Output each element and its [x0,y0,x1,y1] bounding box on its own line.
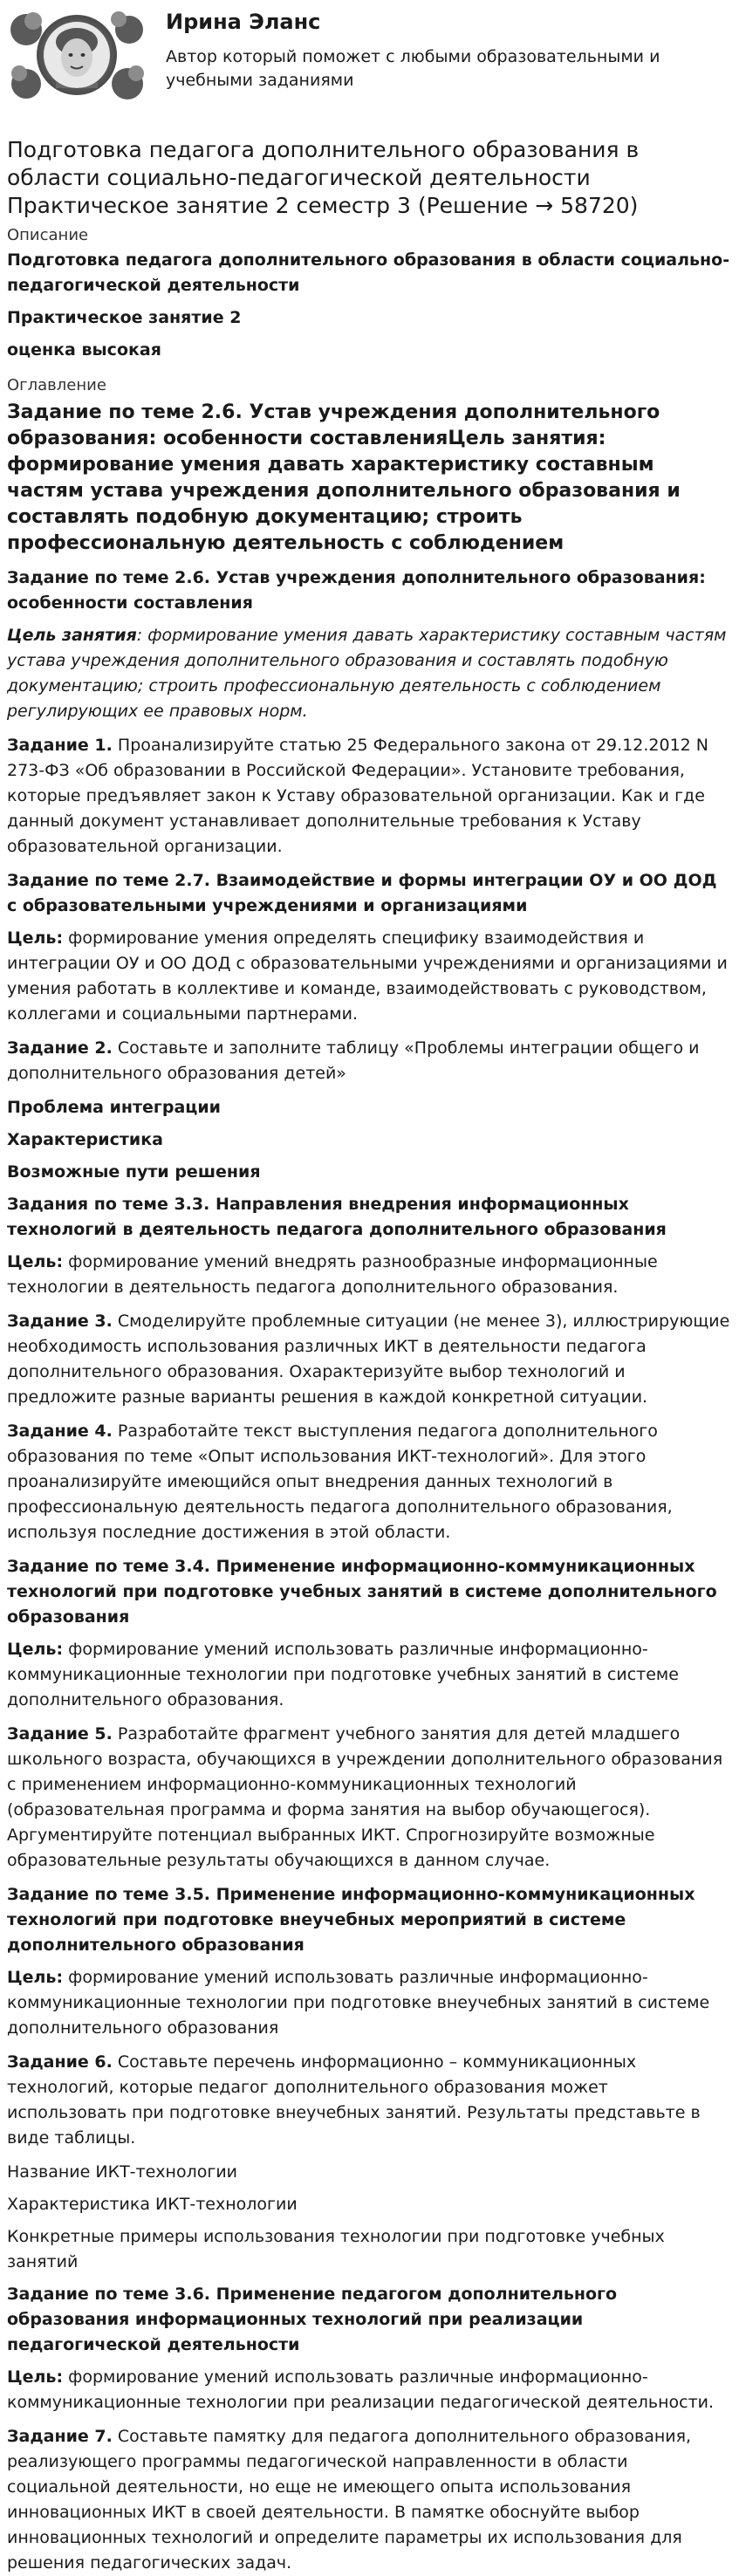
goal-paragraph-3-6 [7,2365,731,2415]
author-description: Автор который поможет с любыми образовательными и учебными заданиями [166,47,660,90]
toc-heading[interactable]: Задание по теме 2.6. Устав учреждения дополнительного образования: особенности составленияЦель занятия: формирование умения давать характеристику составным частям устава учреждения дополнительного образования и составлять подобную документацию; строить профессиональную деятельность с соблюдением [7,401,681,554]
goal-paragraph-2-6 [7,623,731,724]
task-3-text: Смоделируйте проблемные ситуации (не менее 3), иллюстрирующие необходимость использования различных ИКТ в деятельности педагога дополнительного образования. Охарактеризуйте выбор технологий и предложите разные варианты решения в каждой конкретной ситуации. [7,1312,730,1407]
task-heading-2-7: Задание по теме 2.7. Взаимодействие и формы интеграции ОУ и ОО ДОД с образовательными учреждениями и организациями [7,871,717,915]
task-1-label: Задание 1. [7,736,113,755]
description-label: Описание [7,226,89,244]
task-6-label: Задание 6. [7,2052,113,2072]
goal-paragraph-3-5 [7,1965,731,2041]
table-col-3: Возможные пути решения [7,1162,261,1182]
description-line-2: Практическое занятие 2 [7,308,242,327]
description-line-3: оценка высокая [7,340,161,360]
toc-label: Оглавление [7,376,106,394]
goal-text: формирование умений внедрять разнообразные информационные технологии в деятельность педагога дополнительного образования. [7,1252,658,1297]
task-2-text: Составьте и заполните таблицу «Проблемы интеграции общего и дополнительного образования детей» [7,1038,700,1083]
table2-col-3: Конкретные примеры использования технологии при подготовке учебных занятий [7,2227,665,2271]
task-6-text: Составьте перечень информационно – коммуникационных технологий, которые педагог дополнительного образования может использовать при подготовке внеучебных занятий. Результаты представьте в виде таблицы. [7,2052,701,2148]
goal-label: Цель: [7,928,64,948]
goal-label: Цель: [7,1252,64,1271]
task-7-label: Задание 7. [7,2427,113,2446]
task-heading-3-6: Задание по теме 3.6. Применение педагогом дополнительного образования информационных технологий при реализации педагогической деятельности [7,2285,618,2354]
task-heading-3-4: Задание по теме 3.4. Применение информационно-коммуникационных технологий при подготовке учебных занятий в системе дополнительного образования [7,1557,717,1627]
description-line-1: Подготовка педагога дополнительного образования в области социально-педагогической деятельности [7,250,730,295]
table2-col-2: Характеристика ИКТ-технологии [7,2195,298,2214]
goal-paragraph-3-3 [7,1250,731,1300]
goal-text: формирование умений использовать различные информационно-коммуникационные технологии при подготовке внеучебных занятий в системе дополнительного образования [7,1968,710,2038]
table-col-2: Характеристика [7,1130,163,1149]
avatar-icon [7,7,147,103]
task-5-text: Разработайте фрагмент учебного занятия для детей младшего школьного возраста, обучающихся в учреждении дополнительного образования с применением информационно-коммуникационных технологий (образовательная программа и форма занятия на выбор обучающегося). Аргументируйте потенциал выбранных ИКТ. Спрогнозируйте возможные образовательные результаты обучающихся в данном случае. [7,1724,723,1870]
author-info [166,7,689,92]
task-3-label: Задание 3. [7,1312,113,1331]
goal-paragraph-2-7 [7,926,731,1027]
task-1-paragraph [7,733,731,860]
task-4-label: Задание 4. [7,1422,113,1441]
task-3-paragraph [7,1309,731,1410]
task-2-paragraph [7,1036,731,1086]
goal-label: Цель: [7,1968,64,1987]
task-heading-3-3: Задания по теме 3.3. Направления внедрения информационных технологий в деятельность педагога дополнительного образования [7,1195,667,1239]
task-5-paragraph [7,1722,731,1874]
table2-col-1: Название ИКТ-технологии [7,2162,238,2182]
task-2-label: Задание 2. [7,1038,113,1058]
goal-label: Цель: [7,1640,64,1659]
task-7-paragraph [7,2424,731,2576]
task-heading-2-6: Задание по теме 2.6. Устав учреждения дополнительного образования: особенности составления [7,568,706,613]
goal-paragraph-3-4 [7,1637,731,1713]
task-7-text: Составьте памятку для педагога дополнительного образования, реализующего программы педагогической направленности в области социальной деятельности, но еще не имеющего опыта использования инновационных ИКТ в своей деятельности. В памятке обоснуйте выбор инновационных технологий и определите параметры их использования для решения педагогических задач. [7,2427,692,2573]
task-1-text: Проанализируйте статью 25 Федерального закона от 29.12.2012 N 273-ФЗ «Об образовании в Российской Федерации». Установите требования, которые предъявляет закон к Уставу образовательной организации. Как и где данный документ устанавливает дополнительные требования к Уставу образовательной организации. [7,736,708,856]
document-title: Подготовка педагога дополнительного образования в области социально-педагогической деятельности Практическое занятие 2 семестр 3 (Решение → 58720) [7,137,640,218]
goal-text: : формирование умения давать характеристику составным частям устава учреждения дополнительного образования и составлять подобную документацию; строить профессиональную деятельность с соблюдением регулирующих ее правовых норм. [7,626,727,721]
goal-text: формирование умения определять специфику взаимодействия и интеграции ОУ и ОО ДОД с образовательными учреждениями и организациями и умения работать в коллективе и команде, взаимодействовать с руководством, коллегами и социальными партнерами. [7,928,728,1024]
task-heading-3-5: Задание по теме 3.5. Применение информационно-коммуникационных технологий при подготовке внеучебных мероприятий в системе дополнительного образования [7,1885,695,1955]
task-5-label: Задание 5. [7,1724,113,1744]
author-block [7,7,739,122]
author-avatar[interactable] [7,7,147,103]
author-name[interactable]: Ирина Эланс [166,10,321,34]
goal-text: формирование умений использовать различные информационно-коммуникационные технологии при реализации педагогической деятельности. [7,2367,715,2412]
table-col-1: Проблема интеграции [7,1098,221,1117]
goal-text: формирование умений использовать различные информационно-коммуникационные технологии при подготовке учебных занятий в системе дополнительного образования. [7,1640,679,1709]
task-6-paragraph [7,2050,731,2151]
goal-label: Цель: [7,2367,64,2387]
task-4-text: Разработайте текст выступления педагога дополнительного образования по теме «Опыт использования ИКТ-технологий». Для этого проанализируйте имеющийся опыт внедрения данных технологий в профессиональную деятельность педагога дополнительного образования, используя последние достижения в этой области. [7,1422,673,1542]
goal-label: Цель занятия [7,626,137,645]
task-4-paragraph [7,1419,731,1545]
